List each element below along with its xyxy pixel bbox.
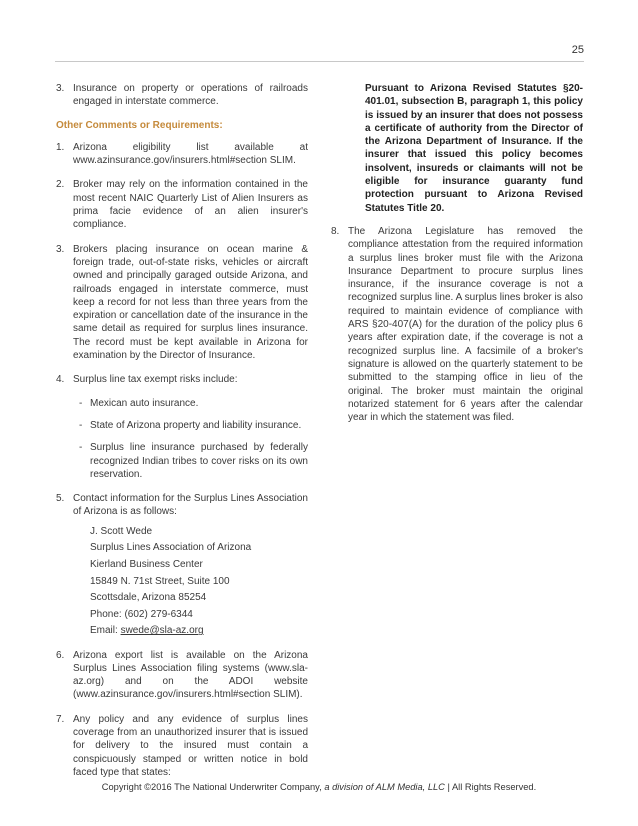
list-item: 8. The Arizona Legislature has removed the compliance attestation from the required information a surplus lines broker must file with the Arizona Insurance Department to procure surplus lines insurance, if the insurance coverage is not a recognized surplus line. A surplus lines broker is also required to maintain evidence of compliance with ARS §20-407(A) for the duration of the policy plus 6 years after expiration date, if the coverage is not a recognized surplus line. A facsimile of a broker's signature is allowed on the quarterly statement to be submitted to the stamping office in lieu of the original. The broker must maintain the original notarized statement for 6 years after the calendar year in which the statement was filed. (331, 225, 583, 424)
bold-notice: Pursuant to Arizona Revised Statutes §20-401.01, subsection B, paragraph 1, this policy is issued by an insurer that does not possess a certificate of authority from the Director of the Arizona Department of Insurance. If the insurer that issued this policy becomes insolvent, insureds or claimants will not be eligible for insurance guaranty fund protection pursuant to Arizona Revised Statutes Title 20. (365, 83, 583, 214)
right-column (331, 82, 583, 435)
contact-city: Scottsdale, Arizona 85254 (90, 592, 207, 604)
page-number: 25 (571, 44, 584, 56)
list-item: 3. Brokers placing insurance on ocean marine & foreign trade, out-of-state risks, vehicles or aircraft owned and principally garaged outside Arizona, and railroads engaged in interstate commerce, must keep a record for not less than three years from the expiration or cancellation date of the insurance in the same detail as required for surplus lines insurance. The record must be kept available in Arizona for examination by the Director of Insurance. (56, 243, 308, 362)
list-item: 3. Insurance on property or operations of railroads engaged in interstate commerce. (56, 83, 308, 108)
contact-building: Kierland Business Center (90, 558, 203, 570)
list-item: 7. Any policy and any evidence of surplus lines coverage from an unauthorized insurer that is issued for delivery to the insured must contain a conspicuously stamped or written notice in bold faced type that states: (56, 713, 308, 778)
contact-street: 15849 N. 71st Street, Suite 100 (90, 575, 230, 587)
contact-address (73, 525, 308, 638)
list-item: 4. Surplus line tax exempt risks include: (56, 374, 238, 386)
contact-email: Email: swede@sla-az.org (90, 625, 204, 637)
copyright-footer: Copyright ©2016 The National Underwriter Company, a division of ALM Media, LLC | All Rights Reserved. (101, 782, 537, 792)
email-link[interactable]: swede@sla-az.org (120, 625, 204, 637)
sub-list-item: - State of Arizona property and liability insurance. (79, 419, 302, 431)
list-item: 5. Contact information for the Surplus Lines Association of Arizona is as follows: J. Scott Wede Surplus Lines Association of Arizona Kierland Business Center 15849 N. 71st Street, Suite 100 Scottsdale, Arizona 85254 Phone: (602) 279-6344 Email: swede@sla-az.org (56, 493, 308, 637)
contact-organization: Surplus Lines Association of Arizona (90, 542, 252, 554)
list-item: 2. Broker may rely on the information contained in the most recent NAIC Quarterly List of Alien Insurers as prima facie evidence of an alien insurer's compliance. (56, 179, 308, 231)
contact-name: J. Scott Wede (90, 525, 153, 537)
header-rule (55, 61, 584, 62)
contact-phone: Phone: (602) 279-6344 (90, 608, 193, 620)
sub-list-item: - Mexican auto insurance. (79, 397, 199, 409)
left-column (56, 82, 308, 790)
sub-list-item: - Surplus line insurance purchased by federally recognized Indian tribes to cover risks on its own reservation. (79, 442, 308, 480)
section-heading: Other Comments or Requirements: (56, 119, 223, 131)
list-item: 6. Arizona export list is available on the Arizona Surplus Lines Association filing systems (www.sla-az.org) and on the ADOI website (www.azinsurance.gov/insurers.html#section SLIM). (56, 649, 308, 701)
list-item: 1. Arizona eligibility list available at www.azinsurance.gov/insurers.html#section SLIM. (56, 141, 308, 167)
